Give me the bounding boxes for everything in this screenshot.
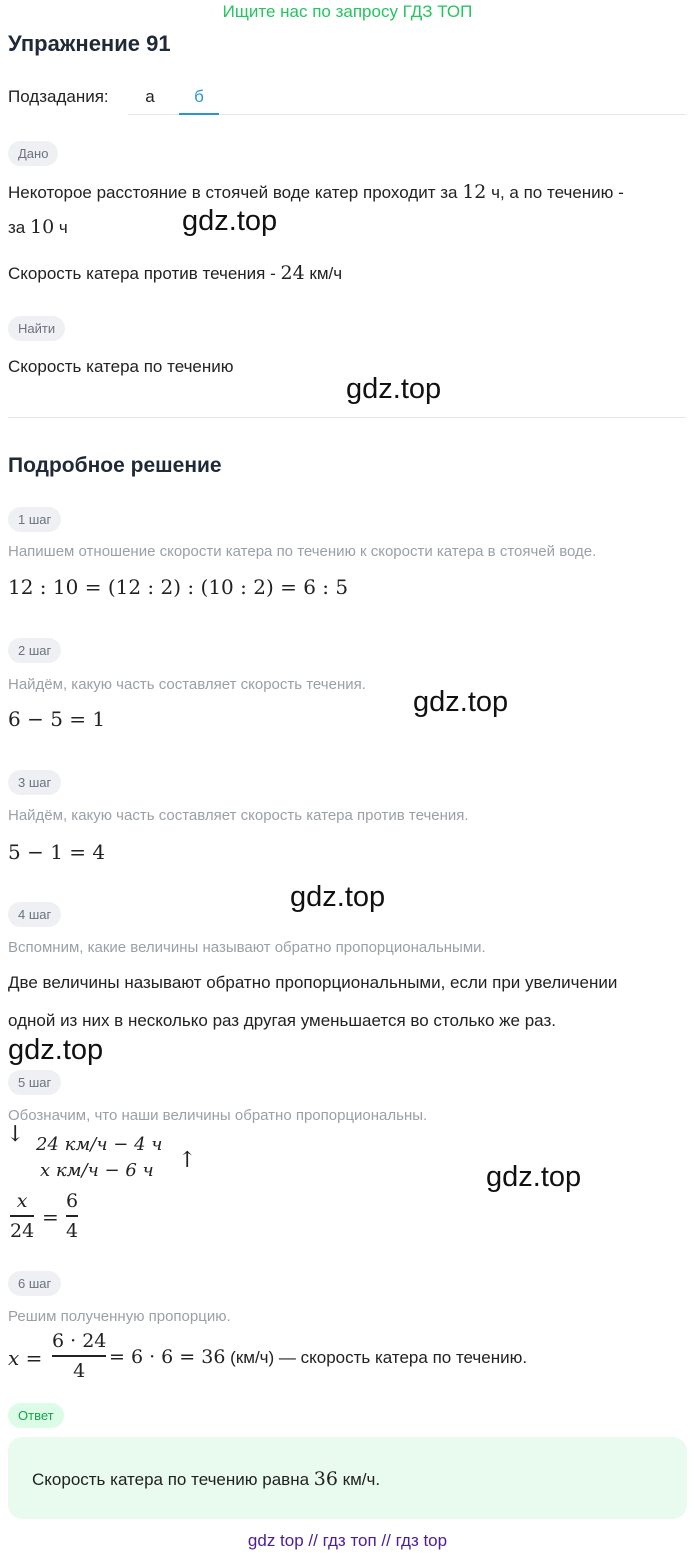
step-1-math: 12 : 10 = (12 : 2) : (10 : 2) = 6 : 5 (8, 575, 349, 599)
step-5-text: Обозначим, что наши величины обратно пропорциональны. (8, 1107, 428, 1124)
step-4-definition-line-2: одной из них в несколько раз другая уменьшается во столько же раз. (8, 1011, 556, 1030)
step-5-row-1: 24 км/ч − 4 ч (36, 1134, 163, 1155)
step-3-text: Найдём, какую часть составляет скорость катера против течения. (8, 807, 469, 824)
watermark: gdz.top (182, 205, 278, 237)
fraction-numerator: x (16, 1190, 28, 1212)
fraction-numerator: 6 · 24 (52, 1330, 107, 1352)
fraction-denominator: 4 (73, 1359, 86, 1382)
arrow-up-icon: ↑ (178, 1148, 197, 1173)
step-1-text: Напишем отношение скорости катера по течению к скорости катера в стоячей воде. (8, 543, 597, 560)
fraction-denominator: 4 (66, 1219, 79, 1242)
fraction-numerator: 6 (66, 1190, 79, 1212)
step-4-definition-line-1: Две величины называют обратно пропорциональными, если при увеличении (8, 973, 618, 992)
find-pill: Найти (8, 316, 65, 341)
step-5-equals: = (42, 1205, 59, 1229)
step-2-text: Найдём, какую часть составляет скорость течения. (8, 676, 366, 693)
fraction-bar (66, 1215, 78, 1217)
active-tab-indicator (179, 113, 219, 115)
fraction-denominator: 24 (10, 1219, 35, 1242)
promo-banner[interactable]: Ищите нас по запросу ГДЗ ТОП (222, 2, 473, 21)
section-divider (8, 417, 686, 418)
solution-title: Подробное решение (8, 454, 222, 477)
watermark: gdz.top (290, 881, 386, 913)
step-4-text: Вспомним, какие величины называют обратно пропорциональными. (8, 939, 486, 956)
find-text: Скорость катера по течению (8, 357, 234, 376)
given-line-2: за 10 ч (8, 216, 68, 238)
given-pill: Дано (8, 141, 58, 166)
step-6-x-equals: x = (8, 1346, 43, 1370)
step-3-math: 5 − 1 = 4 (8, 840, 106, 864)
watermark: gdz.top (346, 373, 442, 405)
answer-pill: Ответ (8, 1403, 64, 1428)
step-5-pill: 5 шаг (8, 1070, 61, 1095)
page-title: Упражнение 91 (8, 31, 171, 56)
tab-a[interactable]: а (145, 87, 155, 106)
step-4-pill: 4 шаг (8, 902, 61, 927)
step-6-text: Решим полученную пропорцию. (8, 1308, 231, 1325)
answer-text: Скорость катера по течению равна 36 км/ч. (32, 1468, 381, 1490)
step-2-pill: 2 шаг (8, 638, 61, 663)
fraction-bar (10, 1215, 34, 1217)
fraction-bar (52, 1355, 106, 1357)
watermark: gdz.top (486, 1161, 582, 1193)
tab-b[interactable]: б (194, 87, 204, 106)
subtasks-label: Подзадания: (8, 87, 109, 106)
watermark: gdz.top (8, 1034, 104, 1066)
step-5-fraction-right (66, 1190, 78, 1242)
given-line-1: Некоторое расстояние в стоячей воде катер проходит за 12 ч, а по течению - (8, 181, 624, 203)
given-line-3: Скорость катера против течения - 24 км/ч (8, 262, 343, 284)
step-6-fraction (52, 1330, 106, 1382)
step-1-pill: 1 шаг (8, 507, 61, 532)
step-6-pill: 6 шаг (8, 1271, 61, 1296)
step-6-result: = 6 · 6 = 36 (км/ч) — скорость катера по течению. (109, 1346, 528, 1368)
arrow-down-icon: ↓ (6, 1122, 25, 1147)
watermark: gdz.top (413, 686, 509, 718)
step-5-fraction-left (10, 1190, 34, 1242)
step-5-row-2: x км/ч − 6 ч (40, 1160, 154, 1181)
step-3-pill: 3 шаг (8, 770, 61, 795)
footer-links[interactable]: gdz top // гдз топ // гдз top (247, 1531, 448, 1550)
step-2-math: 6 − 5 = 1 (8, 707, 106, 731)
